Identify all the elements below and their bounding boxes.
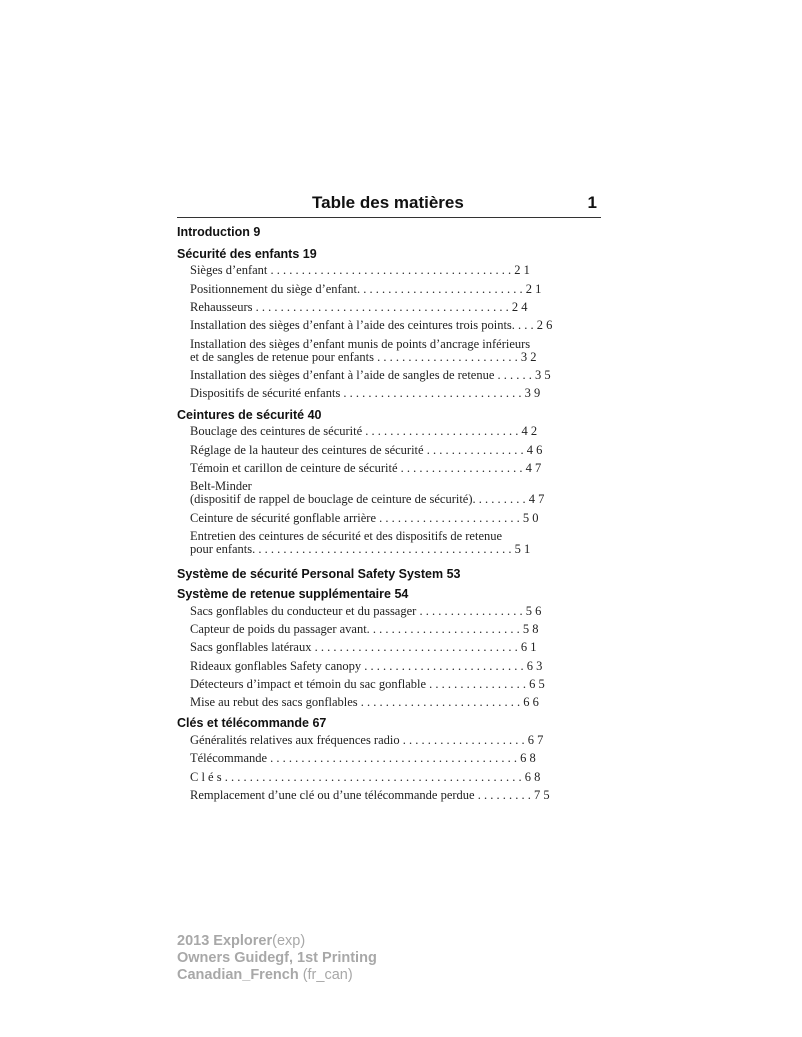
toc-entry[interactable]: Détecteurs d’impact et témoin du sac gonflable . . . . . . . . . . . . . . . . 6 5 bbox=[190, 677, 545, 691]
toc-entry[interactable]: Capteur de poids du passager avant. . . . . . . . . . . . . . . . . . . . . . . . . 5 8 bbox=[190, 622, 539, 636]
footer-model-code: (exp) bbox=[272, 933, 306, 949]
toc-entry[interactable]: Dispositifs de sécurité enfants . . . . . . . . . . . . . . . . . . . . . . . . . . . . . 3 9 bbox=[190, 386, 541, 400]
footer-model: 2013 Explorer bbox=[177, 933, 273, 949]
toc-entry[interactable]: Ceinture de sécurité gonflable arrière . . . . . . . . . . . . . . . . . . . . . . . 5 0 bbox=[190, 511, 539, 525]
page-header bbox=[177, 193, 601, 218]
toc-entry[interactable]: Télécommande . . . . . . . . . . . . . . . . . . . . . . . . . . . . . . . . . . . . . . . . 6 8 bbox=[190, 751, 536, 765]
footer-language: Canadian_French bbox=[177, 967, 299, 983]
toc-entry[interactable]: Installation des sièges d’enfant munis de points d’ancrage inférieurs bbox=[190, 337, 531, 351]
toc-entry[interactable]: (dispositif de rappel de bouclage de ceinture de sécurité). . . . . . . . . 4 7 bbox=[190, 492, 545, 506]
toc-entry[interactable]: Mise au rebut des sacs gonflables . . . . . . . . . . . . . . . . . . . . . . . . . . 6 6 bbox=[190, 695, 539, 709]
toc-entry[interactable]: C l é s . . . . . . . . . . . . . . . . . . . . . . . . . . . . . . . . . . . . . . . . . . . . . . . . 6 8 bbox=[190, 770, 541, 784]
toc-section-personal-safety[interactable]: Système de sécurité Personal Safety System 53 bbox=[177, 567, 461, 581]
toc-entry[interactable]: Témoin et carillon de ceinture de sécurité . . . . . . . . . . . . . . . . . . . . 4 7 bbox=[190, 461, 542, 475]
toc-entry[interactable]: Sacs gonflables latéraux . . . . . . . . . . . . . . . . . . . . . . . . . . . . . . . . . 6 1 bbox=[190, 640, 537, 654]
toc-entry[interactable]: Installation des sièges d’enfant à l’aide de sangles de retenue . . . . . . 3 5 bbox=[190, 368, 551, 382]
toc-entry[interactable]: et de sangles de retenue pour enfants . . . . . . . . . . . . . . . . . . . . . . . 3 2 bbox=[190, 350, 537, 364]
page-title: Table des matières bbox=[312, 193, 464, 212]
toc-entry[interactable]: pour enfants. . . . . . . . . . . . . . . . . . . . . . . . . . . . . . . . . . . . . . . . . . 5 1 bbox=[190, 542, 531, 556]
footer-line-model bbox=[177, 933, 377, 950]
toc-entry[interactable]: Positionnement du siège d’enfant. . . . . . . . . . . . . . . . . . . . . . . . . . . 2 1 bbox=[190, 282, 542, 296]
footer-line-language bbox=[177, 967, 377, 984]
toc-entry[interactable]: Rehausseurs . . . . . . . . . . . . . . . . . . . . . . . . . . . . . . . . . . . . . . . . . 2 4 bbox=[190, 300, 528, 314]
toc-entry[interactable]: Installation des sièges d’enfant à l’aide des ceintures trois points. . . . 2 6 bbox=[190, 318, 553, 332]
print-footer bbox=[177, 933, 377, 984]
toc-section-keys[interactable]: Clés et télécommande 67 bbox=[177, 716, 327, 730]
toc-entry[interactable]: Belt-Minder bbox=[190, 479, 252, 493]
toc-entry[interactable]: Sièges d’enfant . . . . . . . . . . . . . . . . . . . . . . . . . . . . . . . . . . . . . . . 2 1 bbox=[190, 263, 530, 277]
toc-entry[interactable]: Réglage de la hauteur des ceintures de sécurité . . . . . . . . . . . . . . . . 4 6 bbox=[190, 443, 543, 457]
toc-entry[interactable]: Sacs gonflables du conducteur et du passager . . . . . . . . . . . . . . . . . 5 6 bbox=[190, 604, 542, 618]
toc-section-seat-belts[interactable]: Ceintures de sécurité 40 bbox=[177, 408, 322, 422]
toc-section-child-safety[interactable]: Sécurité des enfants 19 bbox=[177, 247, 317, 261]
toc-entry[interactable]: Entretien des ceintures de sécurité et des dispositifs de retenue bbox=[190, 529, 503, 543]
toc-entry[interactable]: Remplacement d’une clé ou d’une télécommande perdue . . . . . . . . . 7 5 bbox=[190, 788, 550, 802]
toc-section-srs[interactable]: Système de retenue supplémentaire 54 bbox=[177, 587, 409, 601]
toc-section-introduction[interactable]: Introduction 9 bbox=[177, 225, 261, 239]
footer-language-code: (fr_can) bbox=[298, 967, 353, 983]
page-number: 1 bbox=[587, 193, 597, 212]
toc-entry[interactable]: Rideaux gonflables Safety canopy . . . . . . . . . . . . . . . . . . . . . . . . . . 6 3 bbox=[190, 659, 543, 673]
footer-line-printing: Owners Guidegf, 1st Printing bbox=[177, 950, 377, 966]
toc-entry[interactable]: Bouclage des ceintures de sécurité . . . . . . . . . . . . . . . . . . . . . . . . . 4 2 bbox=[190, 424, 538, 438]
toc-entry[interactable]: Généralités relatives aux fréquences radio . . . . . . . . . . . . . . . . . . . . 6 7 bbox=[190, 733, 544, 747]
